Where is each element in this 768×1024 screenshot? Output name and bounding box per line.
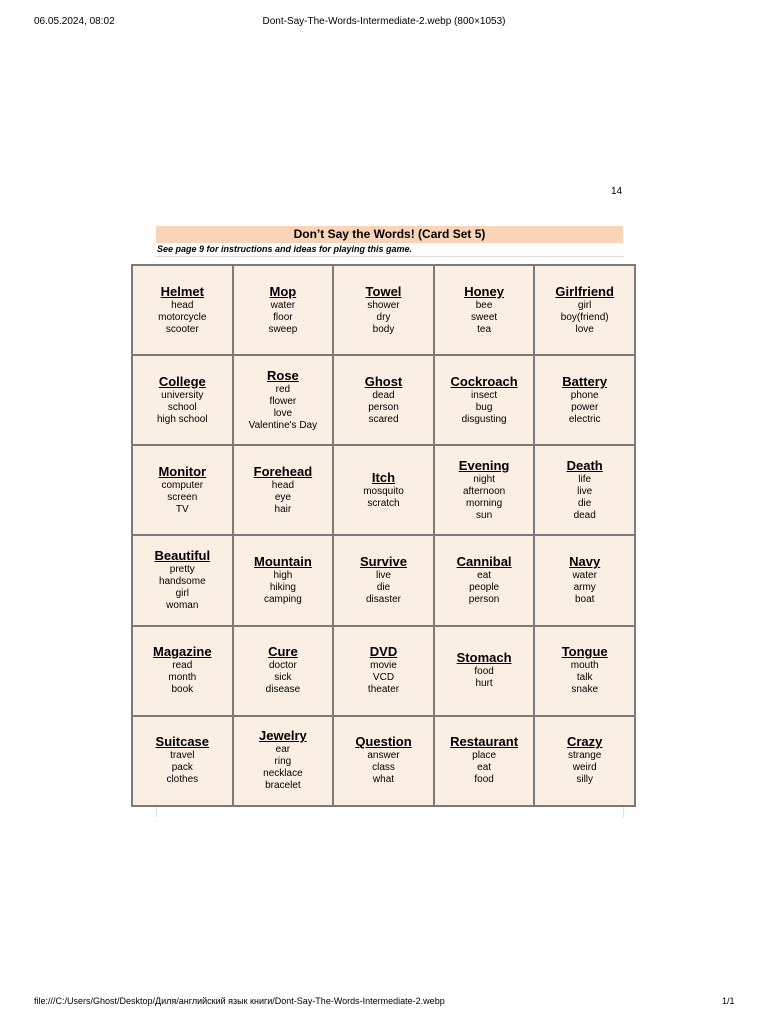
word-card (334, 446, 433, 534)
word-card (234, 536, 333, 624)
card-taboo-word: clothes (166, 774, 199, 786)
card-taboo-word: computer (161, 479, 204, 491)
card-target-word: Mop (269, 283, 297, 299)
card-taboo-word: TV (175, 503, 189, 515)
card-target-word: Jewelry (259, 728, 307, 744)
card-taboo-word: bug (475, 401, 493, 413)
card-taboo-word: travel (170, 750, 195, 762)
card-taboo-word: power (571, 401, 599, 413)
card-taboo-word: pretty (169, 564, 195, 576)
card-taboo-word: life (578, 473, 592, 485)
card-taboo-word: eat (477, 570, 492, 582)
card-target-word: DVD (369, 644, 398, 660)
word-card (535, 356, 634, 444)
card-target-word: Honey (464, 283, 504, 299)
card-grid (131, 264, 636, 807)
word-card (535, 627, 634, 715)
card-taboo-word: floor (273, 311, 293, 323)
card-taboo-word: Valentine's Day (248, 419, 318, 431)
card-taboo-word: hair (274, 503, 292, 515)
card-taboo-word: doctor (268, 660, 297, 672)
card-taboo-word: body (372, 323, 395, 335)
card-taboo-word: water (572, 570, 597, 582)
word-card (435, 446, 534, 534)
word-card (334, 356, 433, 444)
card-taboo-word: sweet (471, 311, 498, 323)
card-taboo-word: VCD (372, 672, 395, 684)
card-taboo-word: bee (475, 299, 493, 311)
card-taboo-word: head (271, 479, 295, 491)
card-taboo-word: head (171, 299, 194, 311)
card-target-word: College (158, 373, 206, 389)
word-card (234, 266, 333, 354)
card-target-word: Cannibal (456, 554, 512, 570)
card-taboo-word: eat (477, 762, 492, 774)
card-taboo-word: sun (476, 509, 493, 521)
card-target-word: Forehead (253, 463, 313, 479)
card-taboo-word: food (474, 666, 494, 678)
card-taboo-word: bracelet (265, 780, 301, 792)
word-card (535, 717, 634, 805)
card-target-word: Monitor (158, 463, 207, 479)
card-taboo-word: disgusting (461, 413, 507, 425)
card-target-word: Survive (360, 554, 407, 570)
card-taboo-word: person (468, 594, 500, 606)
card-taboo-word: eye (274, 491, 291, 503)
word-card (133, 627, 232, 715)
word-card (133, 536, 232, 624)
card-taboo-word: answer (367, 750, 400, 762)
card-taboo-word: pack (171, 762, 193, 774)
card-taboo-word: school (167, 401, 197, 413)
card-taboo-word: hurt (475, 678, 493, 690)
card-target-word: Helmet (160, 283, 204, 299)
card-taboo-word: tea (477, 323, 492, 335)
card-taboo-word: insect (471, 389, 498, 401)
card-taboo-word: weird (572, 762, 597, 774)
card-taboo-word: mouth (570, 660, 599, 672)
word-card (334, 627, 433, 715)
card-taboo-word: die (578, 497, 592, 509)
card-taboo-word: talk (576, 672, 593, 684)
page-count: 1/1 (722, 996, 735, 1006)
card-taboo-word: afternoon (462, 485, 506, 497)
word-card (133, 446, 232, 534)
card-taboo-word: theater (367, 684, 400, 696)
word-card (133, 356, 232, 444)
card-taboo-word: dry (376, 311, 391, 323)
card-taboo-word: phone (570, 389, 599, 401)
card-target-word: Navy (569, 554, 601, 570)
card-taboo-word: high school (157, 413, 208, 425)
word-card (133, 266, 232, 354)
card-target-word: Crazy (566, 734, 603, 750)
card-taboo-word: ear (275, 744, 291, 756)
word-card (435, 266, 534, 354)
card-taboo-word: class (372, 762, 395, 774)
card-taboo-word: movie (370, 660, 397, 672)
page-edge-right (623, 807, 624, 817)
card-taboo-word: month (168, 672, 197, 684)
card-taboo-word: handsome (158, 576, 206, 588)
card-target-word: Itch (371, 469, 396, 485)
card-target-word: Mountain (254, 554, 312, 570)
card-target-word: Magazine (153, 644, 212, 660)
word-card (234, 446, 333, 534)
word-card (435, 627, 534, 715)
word-card (435, 717, 534, 805)
card-taboo-word: boat (574, 594, 595, 606)
card-taboo-word: what (372, 774, 395, 786)
card-taboo-word: ring (274, 756, 292, 768)
card-taboo-word: disease (265, 684, 301, 696)
card-taboo-word: girl (578, 299, 592, 311)
print-title: Dont-Say-The-Words-Intermediate-2.webp (800×1053) (262, 16, 506, 27)
word-card (535, 536, 634, 624)
card-taboo-word: snake (571, 684, 599, 696)
card-taboo-word: necklace (263, 768, 303, 780)
card-target-word: Restaurant (450, 734, 519, 750)
card-taboo-word: silly (576, 774, 594, 786)
card-taboo-word: strange (568, 750, 602, 762)
word-card (535, 266, 634, 354)
card-taboo-word: love (273, 407, 293, 419)
card-taboo-word: red (275, 383, 291, 395)
card-taboo-word: girl (175, 588, 189, 600)
card-taboo-word: scooter (165, 323, 199, 335)
card-target-word: Battery (562, 373, 608, 389)
card-taboo-word: dead (372, 389, 395, 401)
card-taboo-word: live (577, 485, 593, 497)
card-target-word: Tongue (561, 644, 608, 660)
card-taboo-word: sick (274, 672, 292, 684)
word-card (234, 717, 333, 805)
word-card (435, 536, 534, 624)
word-card (334, 266, 433, 354)
file-path: file:///C:/Users/Ghost/Desktop/Диля/английский язык книги/Dont-Say-The-Words-Intermediate-2.webp (34, 996, 445, 1006)
card-taboo-word: mosquito (363, 485, 404, 497)
instructions-note: See page 9 for instructions and ideas for playing this game. (156, 243, 624, 257)
card-taboo-word: read (172, 660, 193, 672)
word-card (234, 356, 333, 444)
card-taboo-word: electric (568, 413, 601, 425)
page-edge-left (156, 807, 157, 817)
card-taboo-word: night (473, 473, 495, 485)
card-taboo-word: screen (167, 491, 198, 503)
card-taboo-word: army (573, 582, 596, 594)
card-target-word: Towel (365, 283, 402, 299)
card-taboo-word: camping (263, 594, 302, 606)
print-date: 06.05.2024, 08:02 (34, 16, 115, 27)
word-card (435, 356, 534, 444)
card-taboo-word: live (375, 570, 391, 582)
card-taboo-word: scratch (367, 497, 400, 509)
card-taboo-word: sweep (268, 323, 298, 335)
card-taboo-word: scared (368, 413, 399, 425)
card-target-word: Suitcase (155, 734, 210, 750)
card-taboo-word: water (270, 299, 296, 311)
card-taboo-word: boy(friend) (560, 311, 609, 323)
word-card (133, 717, 232, 805)
word-card (334, 717, 433, 805)
card-target-word: Stomach (456, 650, 512, 666)
card-taboo-word: food (474, 774, 494, 786)
card-taboo-word: motorcycle (158, 311, 207, 323)
card-taboo-word: hiking (269, 582, 296, 594)
card-target-word: Beautiful (154, 548, 211, 564)
card-taboo-word: high (273, 570, 293, 582)
card-set-title: Don’t Say the Words! (Card Set 5) (156, 226, 623, 243)
word-card (535, 446, 634, 534)
card-target-word: Girlfriend (555, 283, 614, 299)
card-taboo-word: woman (166, 600, 199, 612)
card-taboo-word: morning (466, 497, 503, 509)
card-taboo-word: place (472, 750, 497, 762)
card-target-word: Question (355, 734, 412, 750)
card-taboo-word: love (575, 323, 594, 335)
word-card (234, 627, 333, 715)
card-taboo-word: people (469, 582, 500, 594)
card-target-word: Evening (458, 457, 510, 473)
card-target-word: Rose (266, 367, 299, 383)
card-taboo-word: shower (367, 299, 400, 311)
card-taboo-word: person (368, 401, 399, 413)
print-header (0, 16, 768, 30)
word-card (334, 536, 433, 624)
card-target-word: Cure (268, 644, 298, 660)
card-taboo-word: university (161, 389, 204, 401)
page-number: 14 (611, 186, 623, 197)
card-target-word: Ghost (364, 373, 403, 389)
card-target-word: Cockroach (450, 373, 518, 389)
card-taboo-word: die (376, 582, 391, 594)
card-taboo-word: dead (573, 509, 596, 521)
card-taboo-word: flower (269, 395, 297, 407)
card-taboo-word: book (171, 684, 194, 696)
card-taboo-word: disaster (365, 594, 401, 606)
card-target-word: Death (566, 457, 603, 473)
